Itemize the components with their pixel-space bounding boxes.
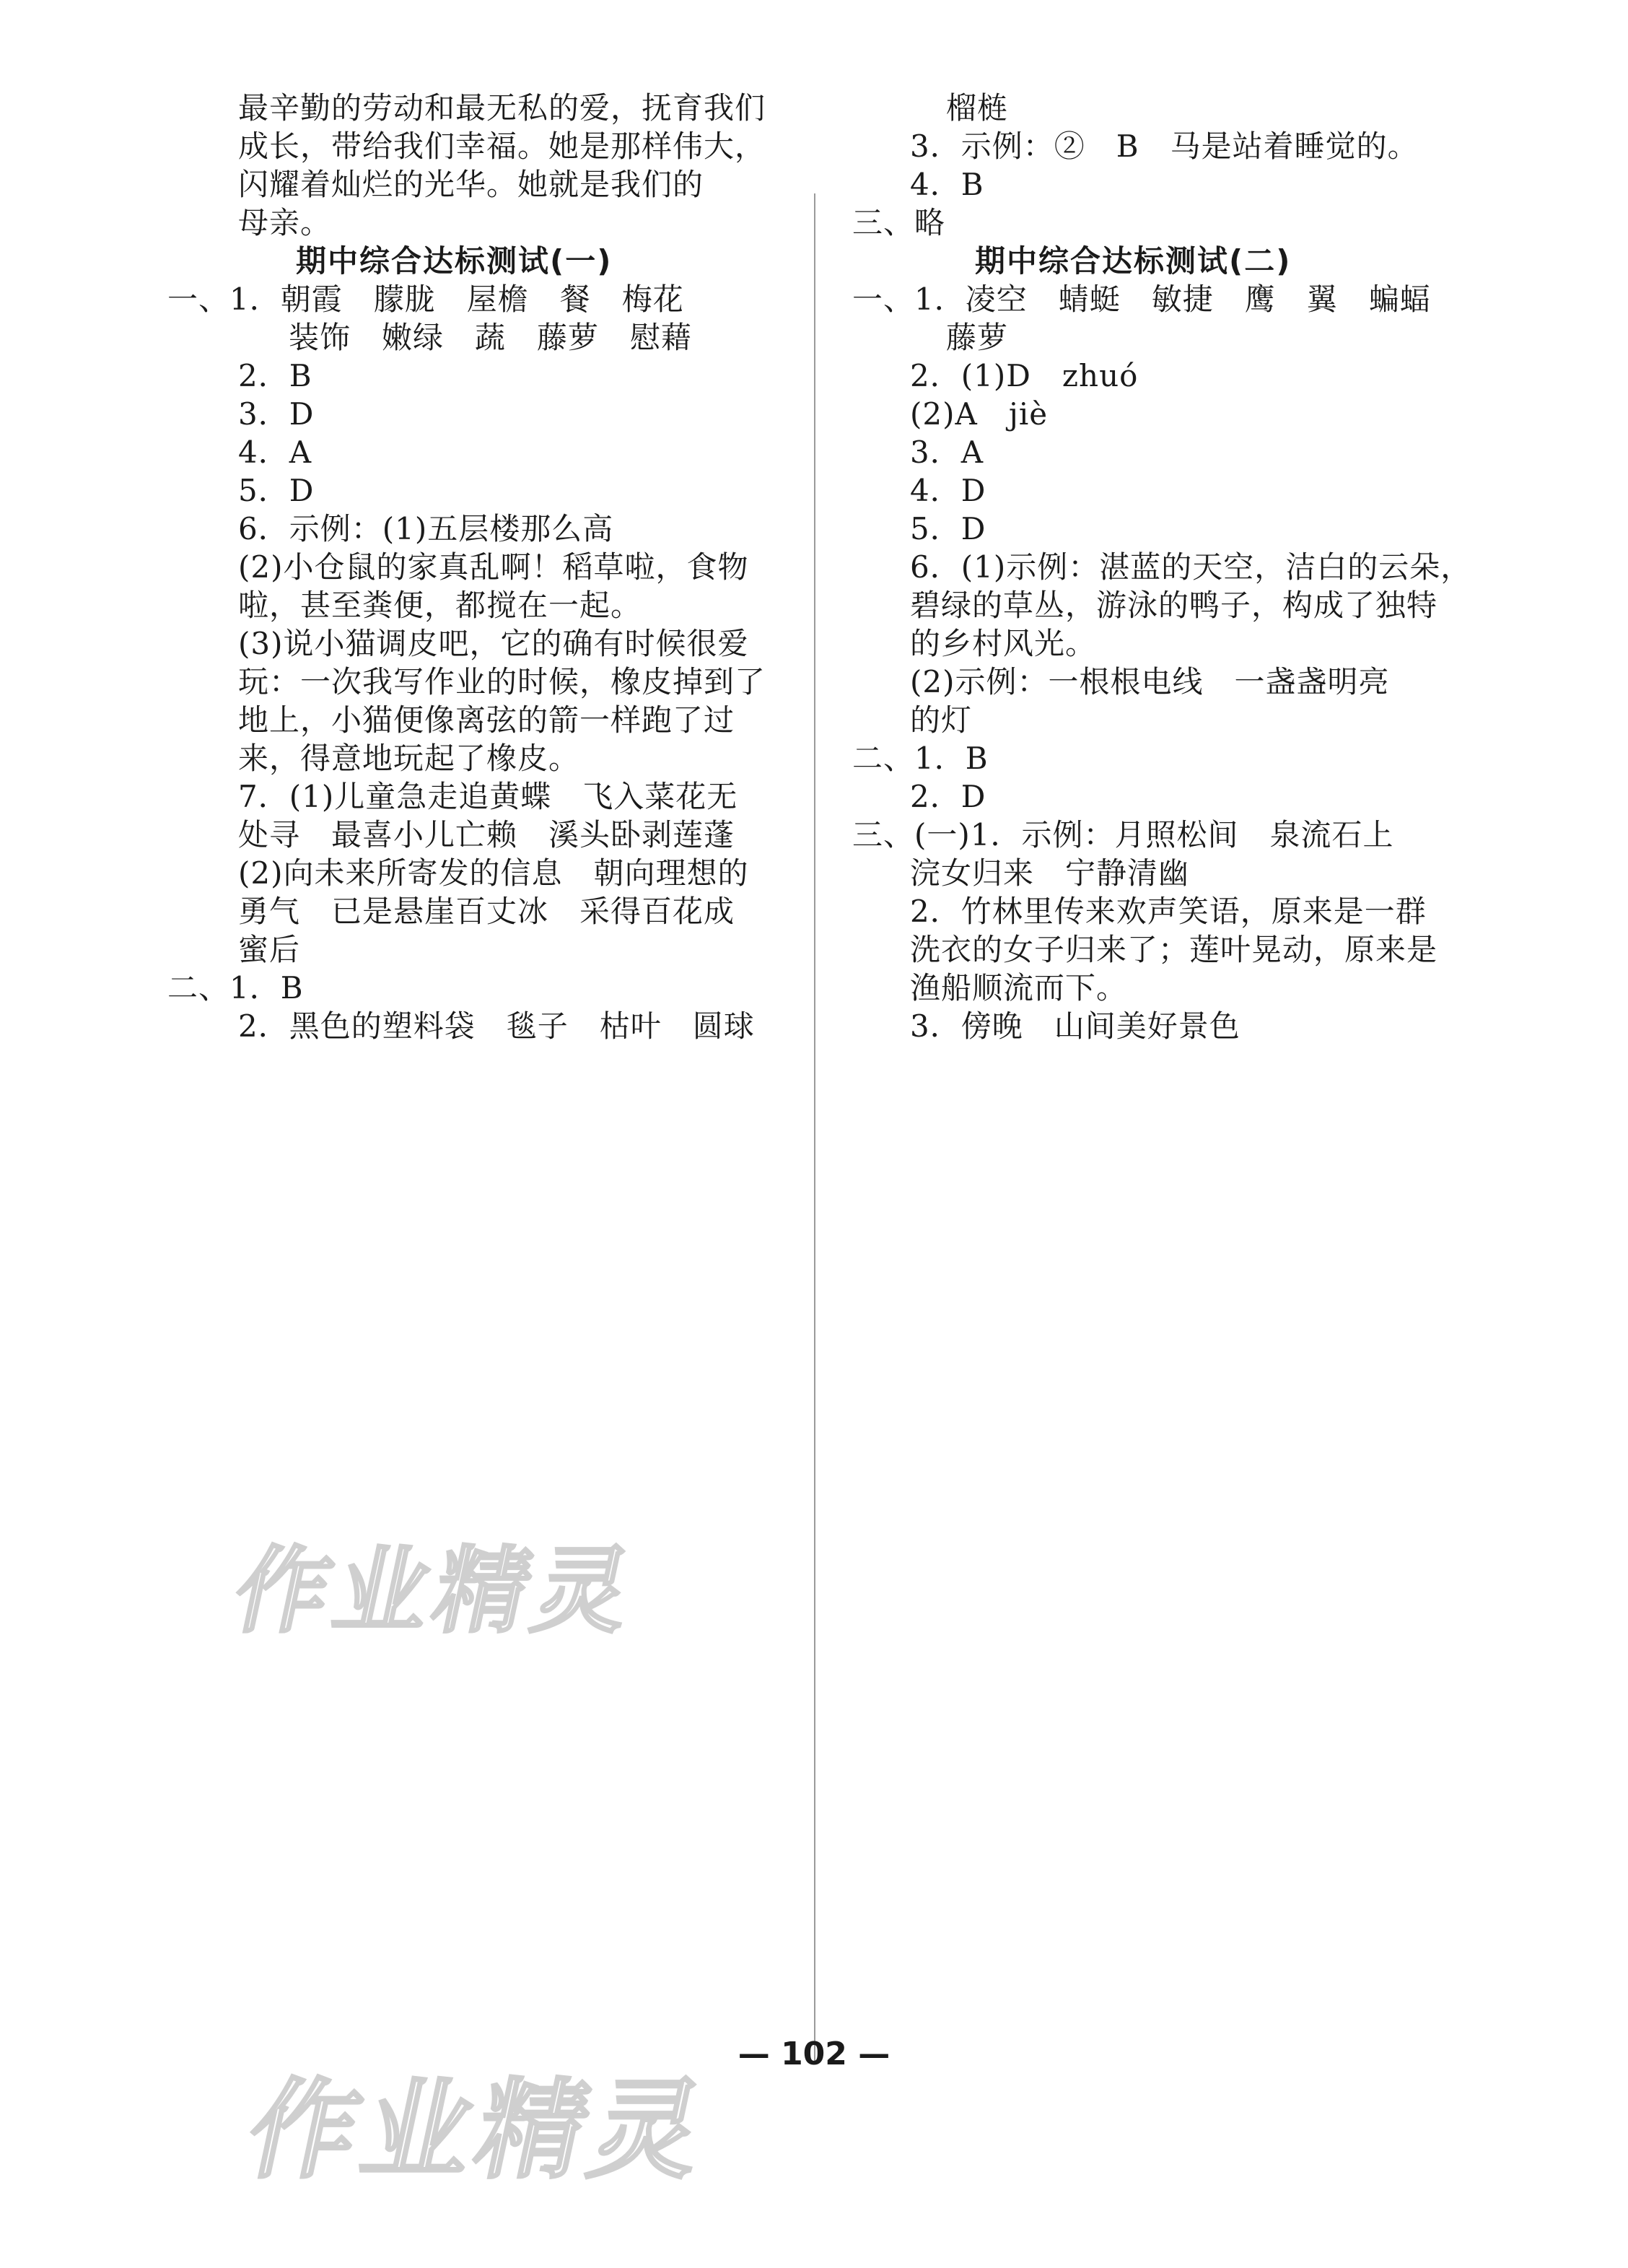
text-line: 碧绿的草丛，游泳的鸭子，构成了独特: [910, 588, 1438, 623]
text-line: 母亲。: [238, 205, 332, 240]
text-line: 藤萝: [946, 320, 1009, 355]
text-line: 渔船顺流而下。: [910, 970, 1128, 1006]
watermark: 作业精灵: [224, 1536, 647, 1646]
text-line: 一、1．朝霞 朦胧 屋檐 餐 梅花: [167, 282, 684, 317]
text-line: 三、(一)1．示例：月照松间 泉流石上: [852, 817, 1394, 852]
text-line: (2)向未来所寄发的信息 朝向理想的: [238, 855, 749, 891]
text-line: 玩：一次我写作业的时候，橡皮掉到了: [238, 664, 766, 699]
text-line: 4．D: [910, 473, 986, 508]
text-line: 啦，甚至粪便，都搅在一起。: [238, 588, 642, 623]
text-line: 的乡村风光。: [910, 626, 1097, 661]
text-line: 5．D: [910, 511, 986, 546]
text-line: 二、1．B: [852, 741, 989, 776]
text-line: 2．黑色的塑料袋 毯子 枯叶 圆球: [238, 1008, 755, 1044]
text-line: 二、1．B: [167, 970, 304, 1006]
text-line: 2．D: [910, 779, 986, 814]
text-line: 的灯: [910, 702, 973, 738]
text-line: 处寻 最喜小儿亡赖 溪头卧剥莲蓬: [238, 817, 735, 852]
text-line: 蜜后: [238, 932, 301, 967]
text-line: (2)小仓鼠的家真乱啊！稻草啦，食物: [238, 549, 749, 585]
text-line: 7．(1)儿童急走追黄蝶 飞入菜花无: [238, 779, 738, 814]
section-title-midterm-2: 期中综合达标测试(二): [975, 243, 1292, 279]
watermark: 作业精灵: [237, 2068, 720, 2194]
text-line: (2)A jiè: [910, 396, 1049, 432]
text-line: (2)示例：一根根电线 一盏盏明亮: [910, 664, 1390, 699]
text-line: 勇气 已是悬崖百丈冰 采得百花成: [238, 894, 735, 929]
text-line: 最辛勤的劳动和最无私的爱，抚育我们: [238, 90, 766, 126]
text-line: 6．示例：(1)五层楼那么高: [238, 511, 614, 546]
text-line: 4．B: [910, 167, 984, 202]
text-line: 6．(1)示例：湛蓝的天空，洁白的云朵，: [910, 549, 1472, 585]
text-line: 2．(1)D zhuó: [910, 358, 1139, 393]
text-line: 装饰 嫩绿 蔬 藤萝 慰藉: [289, 320, 693, 355]
text-line: 3．示例：② B 马是站着睡觉的。: [910, 128, 1419, 164]
text-line: 5．D: [238, 473, 315, 508]
text-line: (3)说小猫调皮吧，它的确有时候很爱: [238, 626, 749, 661]
text-line: 成长，带给我们幸福。她是那样伟大，: [238, 128, 766, 164]
section-title-midterm-1: 期中综合达标测试(一): [296, 243, 613, 279]
text-line: 三、略: [852, 205, 946, 240]
text-line: 3．傍晚 山间美好景色: [910, 1008, 1240, 1044]
text-line: 2．B: [238, 358, 312, 393]
column-divider: [814, 193, 815, 2063]
page-number: — 102 —: [738, 2036, 890, 2072]
text-line: 3．A: [910, 435, 984, 470]
text-line: 榴梿: [946, 90, 1009, 126]
text-line: 地上，小猫便像离弦的箭一样跑了过: [238, 702, 735, 738]
text-line: 4．A: [238, 435, 312, 470]
text-line: 来，得意地玩起了橡皮。: [238, 741, 580, 776]
text-line: 洗衣的女子归来了；莲叶晃动，原来是: [910, 932, 1438, 967]
text-line: 2．竹林里传来欢声笑语，原来是一群: [910, 894, 1427, 929]
text-line: 3．D: [238, 396, 315, 432]
text-line: 浣女归来 宁静清幽: [910, 855, 1190, 891]
text-line: 一、1．凌空 蜻蜓 敏捷 鹰 翼 蝙蝠: [852, 282, 1431, 317]
text-line: 闪耀着灿烂的光华。她就是我们的: [238, 167, 704, 202]
